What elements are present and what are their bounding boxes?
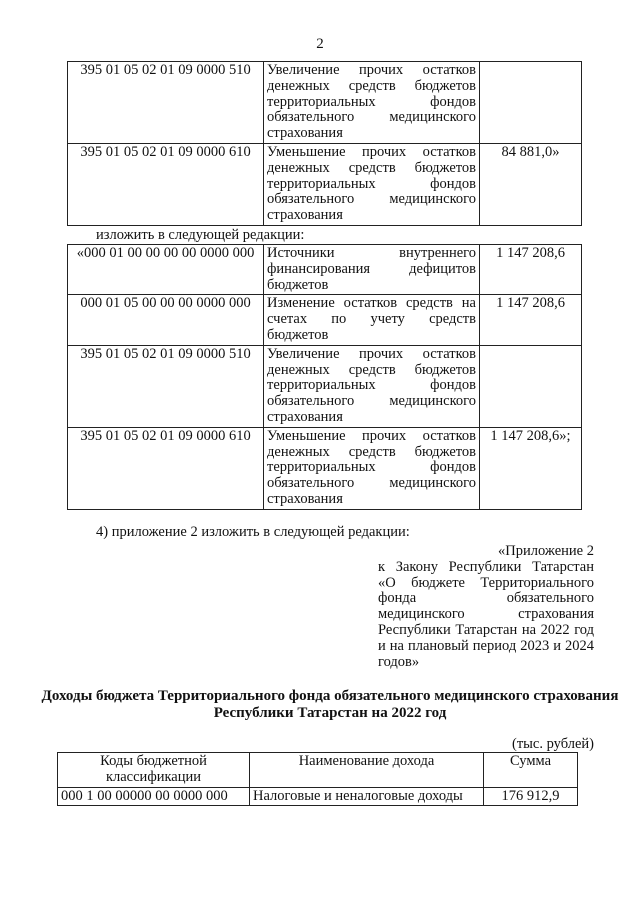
- amount-cell: 1 147 208,6: [480, 245, 582, 295]
- amount-cell: 1 147 208,6»;: [480, 427, 582, 509]
- paragraph-4: 4) приложение 2 изложить в следующей редакции:: [96, 524, 410, 540]
- budget-code-cell: 395 01 05 02 01 09 0000 610: [68, 143, 264, 225]
- budget-code-cell: «000 01 00 00 00 00 0000 000: [68, 245, 264, 295]
- income-name-cell: Налоговые и неналоговые доходы: [250, 787, 484, 806]
- table-row: [58, 787, 578, 806]
- description-cell: Увеличение прочих остатков денежных средств бюджетов территориальных фондов обязательного медицинского страхования: [264, 62, 480, 144]
- table-row: [68, 62, 582, 144]
- sources-table-old: [67, 61, 582, 226]
- description-cell: Уменьшение прочих остатков денежных средств бюджетов территориальных фондов обязательного медицинского страхования: [264, 427, 480, 509]
- description-cell: Изменение остатков средств на счетах по учету средств бюджетов: [264, 295, 480, 345]
- budget-code-cell: 000 01 05 00 00 00 0000 000: [68, 295, 264, 345]
- table-row: [68, 295, 582, 345]
- amount-cell: [480, 62, 582, 144]
- document-title: Доходы бюджета Территориального фонда обязательного медицинского страхования Республики Татарстан на 2022 год: [41, 688, 619, 721]
- table-row: [68, 143, 582, 225]
- amount-cell: 1 147 208,6: [480, 295, 582, 345]
- column-header-income-name: Наименование дохода: [250, 753, 484, 788]
- appendix-law-reference: к Закону Республики Татарстан «О бюджете Территориального фонда обязательного медицинского страхования Республики Татарстан на 2022 год и на плановый период 2023 и 2024 годов»: [378, 558, 594, 670]
- appendix-reference: [378, 544, 594, 670]
- column-header-amount: Сумма: [484, 753, 578, 788]
- intro-line: изложить в следующей редакции:: [96, 227, 305, 243]
- table-row: [68, 427, 582, 509]
- column-header-codes: Коды бюджетной классификации: [58, 753, 250, 788]
- amount-cell: 84 881,0»: [480, 143, 582, 225]
- amount-cell: 176 912,9: [484, 787, 578, 806]
- sources-table-new: [67, 244, 582, 510]
- description-cell: Уменьшение прочих остатков денежных средств бюджетов территориальных фондов обязательного медицинского страхования: [264, 143, 480, 225]
- table-header-row: [58, 753, 578, 788]
- budget-code-cell: 395 01 05 02 01 09 0000 610: [68, 427, 264, 509]
- table-row: [68, 245, 582, 295]
- description-cell: Источники внутреннего финансирования дефицитов бюджетов: [264, 245, 480, 295]
- page-number: 2: [316, 36, 324, 52]
- budget-code-cell: 000 1 00 00000 00 0000 000: [58, 787, 250, 806]
- budget-code-cell: 395 01 05 02 01 09 0000 510: [68, 62, 264, 144]
- unit-label: (тыс. рублей): [512, 736, 594, 752]
- description-cell: Увеличение прочих остатков денежных средств бюджетов территориальных фондов обязательного медицинского страхования: [264, 345, 480, 427]
- budget-code-cell: 395 01 05 02 01 09 0000 510: [68, 345, 264, 427]
- income-table: [57, 752, 578, 806]
- appendix-title: «Приложение 2: [498, 543, 594, 559]
- amount-cell: [480, 345, 582, 427]
- table-row: [68, 345, 582, 427]
